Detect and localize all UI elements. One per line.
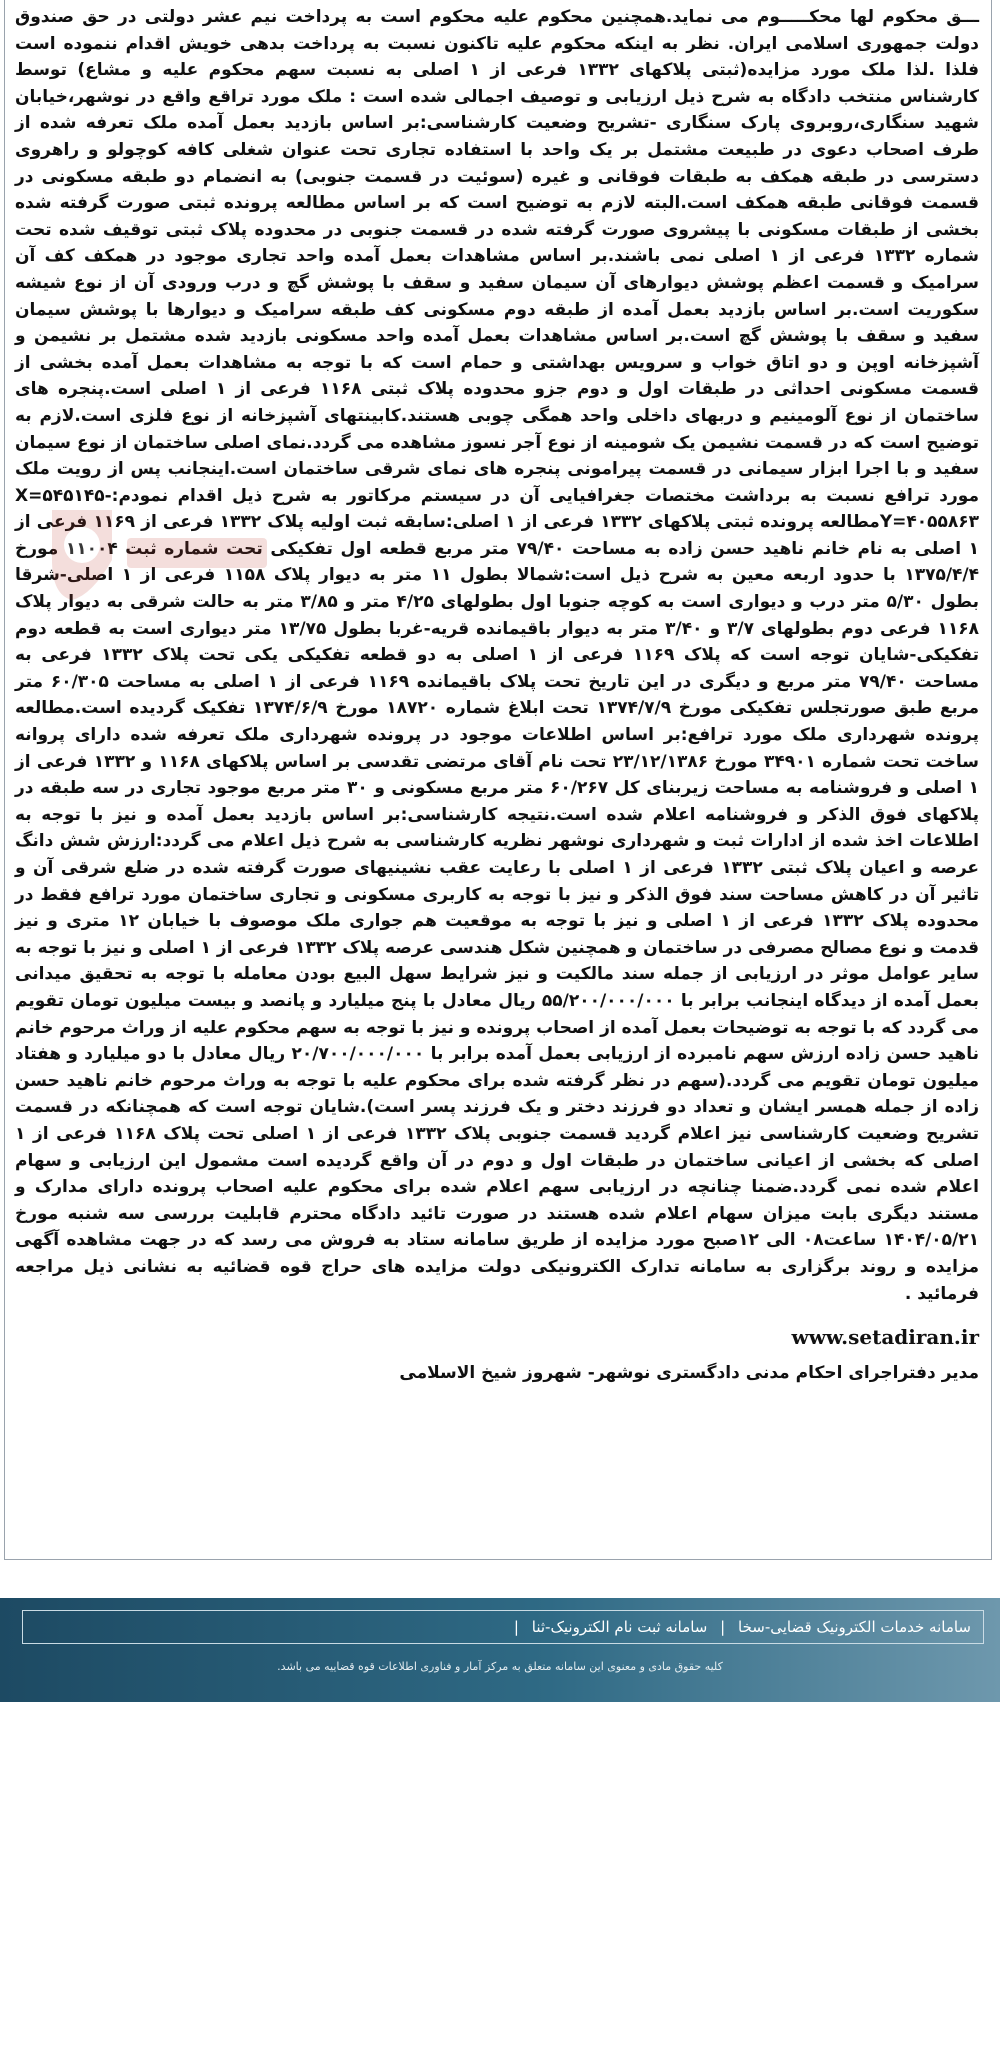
signature-line: مدیر دفتراجرای احکام مدنی دادگستری نوشهر- شهروز شیخ الاسلامی [399, 1363, 979, 1384]
footer-separator: | [720, 1618, 726, 1636]
footer-link-sakha[interactable]: سامانه خدمات الکترونیک قضایی-سخا [738, 1618, 971, 1636]
site-footer [0, 1598, 1000, 1702]
footer-copyright: کلیه حقوق مادی و معنوی این سامانه متعلق به مرکز آمار و فناوری اطلاعات قوه قضاییه می باشد. [277, 1660, 723, 1673]
document-panel [4, 0, 992, 1560]
auction-notice-text: ـــق محکوم لها محکـــــوم می نماید.همچنین محکوم علیه محکوم است به پرداخت نیم عشر دولتی در حق صندوق دولت جمهوری اسلامی ایران. نظر به اینکه محکوم علیه تاکنون نسبت به پرداخت بدهی خویش اقدام ننموده است فلذا .لذا ملک مورد مزایده(ثبتی پلاکهای ۱۳۳۲ فرعی از ۱ اصلی به نسبت سهم محکوم علیه و مشاع) توسط کارشناس منتخب دادگاه به شرح ذیل ارزیابی و توصیف اجمالی شده است : ملک مورد تراقع واقع در نوشهر،خیابان شهید سنگاری،روبروی پارک سنگاری -تشریح وضعیت کارشناسی:بر اساس بازدید بعمل آمده ملک تعرفه شده از طرف اصحاب دعوی در طبیعت مشتمل بر یک واحد با استفاده تجاری تحت عنوان شغلی کافه کوچولو و راهروی دسترسی در طبقه همکف به طبقات فوقانی و غیره (سوئیت در قسمت جنوبی) به انضمام دو طبقه مسکونی در قسمت فوقانی طبقه همکف است.البته لازم به توضیح است که بر اساس مطالعه پرونده ثبتی صورت گرفته شده بخشی از طبقات مسکونی با پیشروی صورت گرفته شده در قسمت جنوبی در محدوده پلاک ثبتی توقیف شده تحت شماره ۱۳۳۲ فرعی از ۱ اصلی نمی باشند.بر اساس مشاهدات بعمل آمده واحد تجاری موجود در همکف کف آن سرامیک و قسمت اعظم پوشش دیوارهای آن سیمان سفید و سقف با پوشش گچ و درب ورودی آن از نوع شیشه سکوریت است.بر اساس بازدید بعمل آمده از طبقه دوم مسکونی کف طبقه سرامیک و دیوارها با پوشش سیمان سفید و سقف با پوشش گچ است.بر اساس مشاهدات بعمل آمده واحد مسکونی بازدید شده مشتمل بر نشیمن و آشپزخانه اوپن و دو اتاق خواب و سرویس بهداشتی و حمام است که با توجه به مشاهدات بعمل آمده بخشی از قسمت مسکونی احداثی در طبقات اول و دوم جزو محدوده پلاک ثبتی ۱۱۶۸ فرعی از ۱ اصلی است.پنجره های ساختمان از نوع آلومینیم و دربهای داخلی واحد همگی چوبی هستند.کابینتهای آشپزخانه از نوع فلزی است.لازم به توضیح است که در قسمت نشیمن یک شومینه از نوع آجر نسوز مشاهده می گردد.نمای اصلی ساختمان از نوع سیمان سفید و با اجرا ابزار سیمانی در قسمت پیرامونی پنجره های نمای شرقی ساختمان است.اینجانب پس از رویت ملک مورد ترافع نسبت به برداشت مختصات جغرافیایی آن در سیستم مرکاتور به شرح ذیل اقدام نمودم:X=۵۴۵۱۴۵-Y=۴۰۵۵۸۶۳مطالعه پرونده ثبتی پلاکهای ۱۳۳۲ فرعی از ۱ اصلی:سابقه ثبت اولیه پلاک ۱۳۳۲ فرعی از ۱۱۶۹ فرعی از ۱ اصلی به نام خانم ناهید حسن زاده به مساحت ۷۹/۴۰ متر مربع قطعه اول تفکیکی تحت شماره ثبت ۱۱۰۰۴ مورخ ۱۳۷۵/۴/۴ با حدود اربعه معین به شرح ذیل است:شمالا بطول ۱۱ متر به دیوار پلاک ۱۱۵۸ فرعی از ۱ اصلی-شرقا بطول ۵/۳۰ متر درب و دیواری است به کوچه جنوبا اول بطولهای ۴/۲۵ متر و ۳/۸۵ متر به حالت شرقی به دیوار پلاک ۱۱۶۸ فرعی دوم بطولهای ۳/۷ و ۳/۴۰ متر به دیوار باقیمانده قریه-غربا بطول ۱۳/۷۵ متر دیواری است به قطعه دوم تفکیکی-شایان توجه است که پلاک ۱۱۶۹ فرعی از ۱ اصلی به دو قطعه تفکیکی یکی تحت پلاک ۱۳۳۲ فرعی به مساحت ۷۹/۴۰ متر مربع و دیگری در این تاریخ تحت پلاک باقیمانده ۱۱۶۹ فرعی از ۱ اصلی به مساحت ۶۰/۳۰۵ متر مربع طبق صورتجلس تفکیکی مورخ ۱۳۷۴/۷/۹ تحت ابلاغ شماره ۱۸۷۲۰ مورخ ۱۳۷۴/۶/۹ تفکیک گردیده است.مطالعه پرونده شهرداری ملک مورد ترافع:بر اساس اطلاعات موجود در پرونده شهرداری ملک تعرفه شده دارای پروانه ساخت تحت شماره ۳۴۹۰۱ مورخ ۲۳/۱۲/۱۳۸۶ تحت نام آقای مرتضی تقدسی بر اساس پلاکهای ۱۱۶۸ و ۱۳۳۲ فرعی از ۱ اصلی و فروشنامه به مساحت زیربنای کل ۶۰/۲۶۷ متر مربع مسکونی و ۳۰ متر مربع موجود تجاری در سه طبقه در پلاکهای فوق الذکر و فروشنامه اعلام شده است.نتیجه کارشناسی:بر اساس بازدید بعمل آمده و نیز با توجه به اطلاعات اخذ شده از ادارات ثبت و شهرداری نوشهر نظریه کارشناسی به شرح ذیل اعلام می گردد:ارزش شش دانگ عرصه و اعیان پلاک ثبتی ۱۳۳۲ فرعی از ۱ اصلی با رعایت عقب نشینیهای صورت گرفته شده در ضلع شرقی آن و تاثیر آن در کاهش مساحت سند فوق الذکر و نیز با توجه به کاربری مسکونی و تجاری ساختمان مورد ترافع فقط در محدوده پلاک ۱۳۳۲ فرعی از ۱ اصلی و نیز با توجه به موقعیت هم جواری ملک موصوف با خیابان ۱۲ متری و نیز قدمت و نوع مصالح مصرفی در ساختمان و همچنین شکل هندسی عرصه پلاک ۱۳۳۲ فرعی از ۱ اصلی و نیز با توجه به سایر عوامل موثر در ارزیابی از جمله سند مالکیت و نیز شرایط سهل البیع بودن معامله با توجه به تحقیق میدانی بعمل آمده از دیدگاه اینجانب برابر با ۵۵/۲۰۰/۰۰۰/۰۰۰ ریال معادل با پنج میلیارد و پانصد و بیست میلیون تومان تقویم می گردد که با توجه به توضیحات بعمل آمده از اصحاب پرونده و نیز با توجه به سهم محکوم علیه از وراث مرحوم خانم ناهید حسن زاده ارزش سهم نامبرده از ارزیابی بعمل آمده برابر با ۲۰/۷۰۰/۰۰۰/۰۰۰ ریال معادل با دو میلیارد و هفتاد میلیون تومان تقویم می گردد.(سهم در نظر گرفته شده برای محکوم علیه با توجه به وراث مرحوم خانم ناهید حسن زاده از جمله همسر ایشان و تعداد دو فرزند دختر و یک فرزند پسر است).شایان توجه است که همچنانکه در قسمت تشریح وضعیت کارشناسی نیز اعلام گردید قسمت جنوبی پلاک ۱۳۳۲ فرعی از ۱ اصلی تحت پلاک ۱۱۶۸ فرعی از ۱ اصلی که بخشی از اعیانی ساختمان در طبقات اول و دوم در آن واقع گردیده است مشمول این ارزیابی و سهام اعلام شده نمی گردد.ضمنا چنانچه در ارزیابی سهم اعلام شده برای محکوم علیه اصحاب پرونده دارای مدارک و مستند دیگری بابت میزان سهام اعلام شده هستند در صورت تائید دادگاه محترم قابلیت بررسی سه شنبه مورخ ۱۴۰۴/۰۵/۲۱ ساعت۰۸ الی ۱۲صبح مورد مزایده از طریق سامانه ستاد به فروش می رسد که در جهت مشاهده آگهی مزایده و روند برگزاری به سامانه تدارک الکترونیکی دولت مزایده های حراج قوه قضائیه به نشانی ذیل مراجعه فرمائید . [15, 7, 980, 1304]
footer-separator-trailing: | [513, 1618, 519, 1636]
document-content [15, 4, 979, 1383]
footer-links-bar [22, 1610, 984, 1644]
website-link[interactable]: www.setadiran.ir [791, 1325, 979, 1350]
footer-link-sana[interactable]: سامانه ثبت نام الکترونیک-ثنا [531, 1618, 708, 1636]
